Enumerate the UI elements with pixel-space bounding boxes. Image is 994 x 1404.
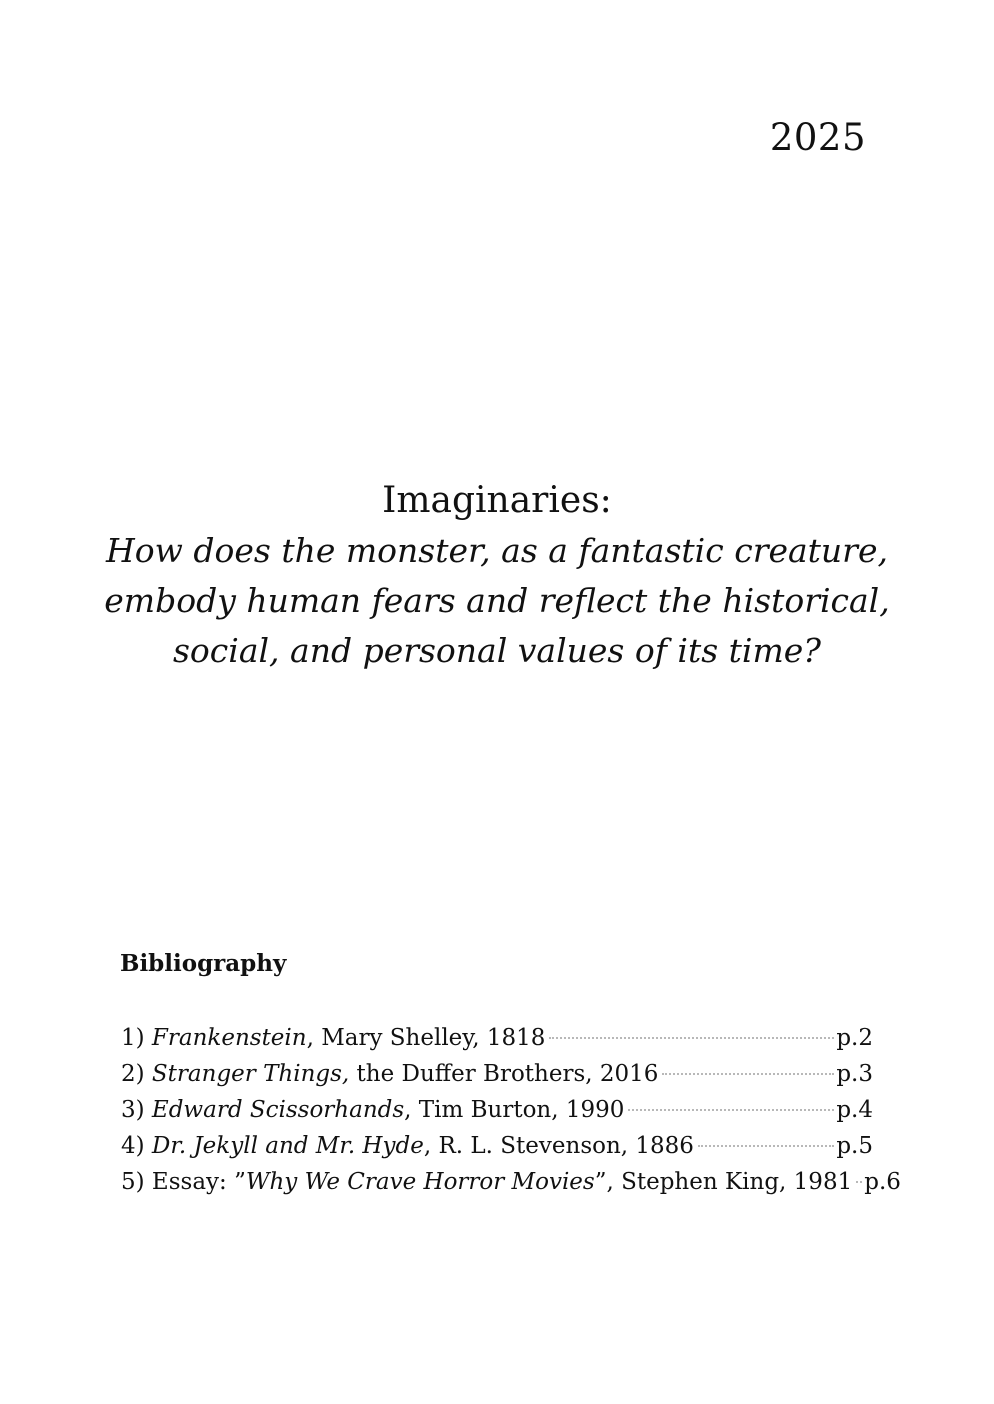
bibliography-entry [121, 1128, 873, 1164]
entry-details: , Tim Burton, 1990 [404, 1097, 625, 1123]
entry-page-number: p.4 [836, 1097, 873, 1123]
entry-page-number: p.6 [864, 1169, 901, 1195]
bibliography-entry-text [121, 1128, 694, 1164]
document-subtitle-line-3: social, and personal values of its time? [172, 631, 821, 670]
entry-page-number: p.5 [836, 1133, 873, 1159]
document-year: 2025 [769, 116, 866, 159]
dot-leader [628, 1109, 834, 1111]
document-title: Imaginaries: [382, 480, 612, 521]
entry-page-number: p.2 [836, 1025, 873, 1051]
bibliography-entry-text [121, 1056, 658, 1092]
bibliography-entry-text [121, 1020, 545, 1056]
bibliography-entry [121, 1056, 873, 1092]
entry-number: 4) [121, 1133, 152, 1159]
title-block [60, 476, 934, 676]
document-subtitle-line-2: embody human fears and reflect the historical, [104, 581, 890, 620]
entry-work-title: Frankenstein [151, 1025, 307, 1051]
entry-details: ”, Stephen King, 1981 [594, 1169, 853, 1195]
entry-page-number: p.3 [836, 1061, 873, 1087]
bibliography-entry [121, 1164, 901, 1200]
entry-work-title: Edward Scissorhands [151, 1097, 405, 1123]
bibliography-heading: Bibliography [120, 950, 287, 977]
bibliography-list [121, 1020, 901, 1200]
dot-leader [662, 1073, 834, 1075]
dot-leader [856, 1181, 862, 1183]
entry-work-title: Why We Crave Horror Movies [245, 1169, 595, 1195]
entry-details: , Mary Shelley, 1818 [306, 1025, 546, 1051]
bibliography-entry [121, 1092, 873, 1128]
entry-number: 2) [121, 1061, 152, 1087]
dot-leader [698, 1145, 834, 1147]
entry-work-title: Dr. Jekyll and Mr. Hyde [151, 1133, 424, 1159]
dot-leader [549, 1037, 834, 1039]
entry-number: 3) [121, 1097, 152, 1123]
document-subtitle-line-1: How does the monster, as a fantastic creature, [106, 531, 888, 570]
bibliography-entry-text [121, 1164, 852, 1200]
entry-details: , R. L. Stevenson, 1886 [423, 1133, 694, 1159]
bibliography-entry-text [121, 1092, 624, 1128]
entry-details: the Duffer Brothers, 2016 [349, 1061, 659, 1087]
entry-number: 5) Essay: ” [121, 1169, 246, 1195]
entry-work-title: Stranger Things, [151, 1061, 350, 1087]
entry-number: 1) [121, 1025, 152, 1051]
bibliography-entry [121, 1020, 873, 1056]
